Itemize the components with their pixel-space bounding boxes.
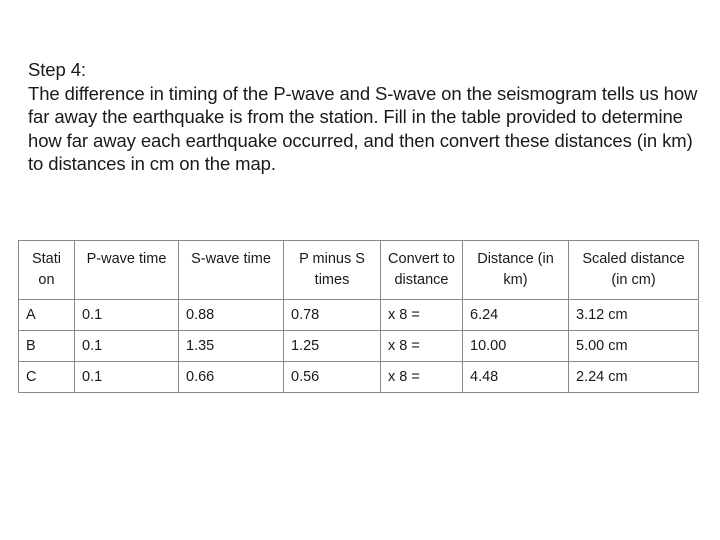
header-scaled-distance: Scaled distance (in cm): [569, 241, 699, 300]
cell-scaled-distance: 3.12 cm: [569, 300, 699, 331]
cell-convert: x 8 =: [381, 300, 463, 331]
cell-difference: 0.56: [284, 362, 381, 393]
cell-difference: 1.25: [284, 331, 381, 362]
cell-distance-km: 10.00: [463, 331, 569, 362]
cell-station: B: [19, 331, 75, 362]
cell-p-wave: 0.1: [75, 331, 179, 362]
header-s-wave-time: S-wave time: [179, 241, 284, 300]
table-row: [19, 300, 699, 331]
header-convert: Convert to distance: [381, 241, 463, 300]
cell-convert: x 8 =: [381, 362, 463, 393]
cell-p-wave: 0.1: [75, 362, 179, 393]
cell-scaled-distance: 2.24 cm: [569, 362, 699, 393]
instructions-paragraph: The difference in timing of the P-wave and S-wave on the seismogram tells us how far away the earthquake is from the station. Fill in the table provided to determine how far away each earthquake occurred, and then convert these distances (in km) to distances in cm on the map.: [28, 82, 698, 174]
header-p-minus-s: P minus S times: [284, 241, 381, 300]
slide-text: [28, 58, 698, 176]
cell-distance-km: 4.48: [463, 362, 569, 393]
header-station: Stati on: [19, 241, 75, 300]
cell-convert: x 8 =: [381, 331, 463, 362]
cell-station: C: [19, 362, 75, 393]
distance-table: [18, 240, 699, 393]
header-distance-km: Distance (in km): [463, 241, 569, 300]
table-row: [19, 331, 699, 362]
cell-s-wave: 1.35: [179, 331, 284, 362]
cell-s-wave: 0.88: [179, 300, 284, 331]
cell-difference: 0.78: [284, 300, 381, 331]
table-row: [19, 362, 699, 393]
cell-distance-km: 6.24: [463, 300, 569, 331]
step-title: Step 4:: [28, 59, 86, 80]
cell-p-wave: 0.1: [75, 300, 179, 331]
cell-station: A: [19, 300, 75, 331]
table-header-row: [19, 241, 699, 300]
cell-s-wave: 0.66: [179, 362, 284, 393]
header-p-wave-time: P-wave time: [75, 241, 179, 300]
cell-scaled-distance: 5.00 cm: [569, 331, 699, 362]
